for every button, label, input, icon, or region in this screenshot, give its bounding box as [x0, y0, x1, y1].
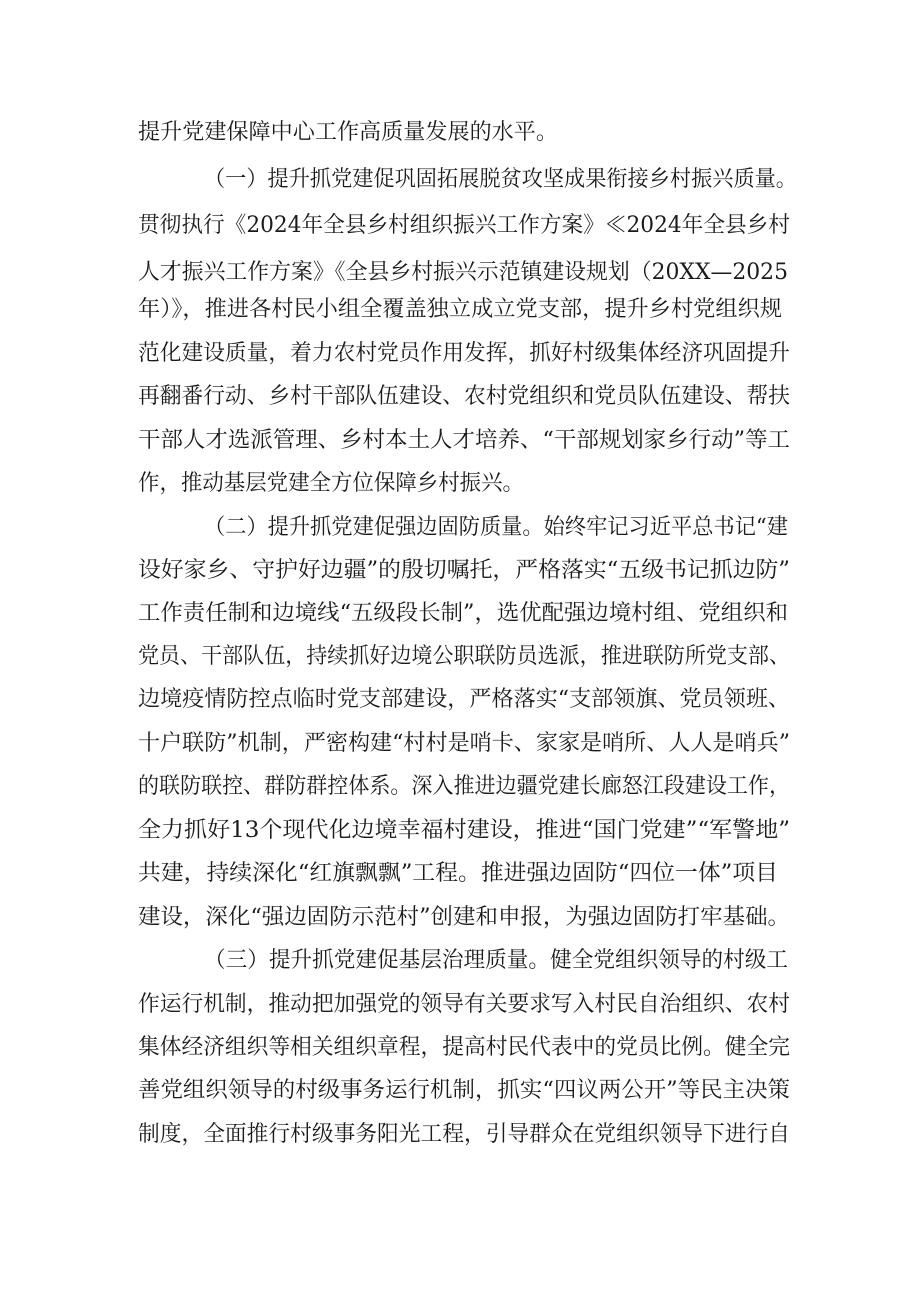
line-text: 的联防联控、群防群控体系。深入推进边疆党建长廊怒江段建设工作， — [138, 774, 790, 799]
section-heading-2: （二）提升抓党建促强边固防质量。始终牢记习近平总书记“建 — [204, 515, 788, 540]
heading-line — [0, 942, 920, 980]
heading-line — [0, 509, 920, 547]
text-line — [0, 768, 920, 806]
text-line — [0, 1116, 920, 1154]
text-line — [0, 254, 920, 292]
line-text: 建设，深化“强边固防示范村”创建和申报，为强边固防打牢基础。 — [138, 905, 790, 930]
line-text: 作运行机制，推动把加强党的领导有关要求写入村民自治组织、农村 — [138, 992, 790, 1017]
text-line — [0, 465, 920, 503]
line-text: 提升党建保障中心工作高质量发展的水平。 — [138, 120, 558, 145]
line-text: 制度，全面推行村级事务阳光工程，引导群众在党组织领导下进行自 — [138, 1122, 790, 1147]
section-heading-1: （一）提升抓党建促巩固拓展脱贫攻坚成果衔接乡村振兴质量。 — [204, 167, 797, 192]
text-line — [0, 812, 920, 850]
text-line — [0, 291, 920, 329]
text-line — [0, 899, 920, 937]
line-text: 作，推动基层党建全方位保障乡村振兴。 — [138, 471, 524, 496]
text-line — [0, 595, 920, 633]
text-line — [0, 114, 920, 152]
line-text: 共建，持续深化“红旗飘飘”工程。推进强边固防“四位一体”项目 — [138, 861, 778, 886]
text-line — [0, 725, 920, 763]
line-text: 设好家乡、守护好边疆”的殷切嘱托，严格落实“五级书记抓边防” — [138, 558, 790, 583]
text-line — [0, 378, 920, 416]
text-line — [0, 422, 920, 460]
text-line — [0, 681, 920, 719]
line-text: 再翻番行动、乡村干部队伍建设、农村党组织和党员队伍建设、帮扶 — [138, 384, 790, 409]
text-line — [0, 207, 920, 245]
line-text: 贯彻执行《2024年全县乡村组织振兴工作方案》≪2024年全县乡村 — [138, 213, 790, 238]
text-line — [0, 335, 920, 373]
line-text: 善党组织领导的村级事务运行机制，抓实“四议两公开”等民主决策 — [138, 1078, 790, 1103]
line-text: 集体经济组织等相关组织章程，提高村民代表中的党员比例。健全完 — [138, 1035, 790, 1060]
text-line — [0, 1029, 920, 1067]
line-text: 工作责任制和边境线“五级段长制”，选优配强边境村组、党组织和 — [138, 601, 788, 626]
heading-line — [0, 161, 920, 199]
line-text: 全力抓好13个现代化边境幸福村建设，推进“国门党建”“军警地” — [138, 818, 790, 843]
line-text: 边境疫情防控点临时党支部建设，严格落实“支部领旗、党员领班、 — [138, 687, 790, 712]
text-line — [0, 638, 920, 676]
line-text: 干部人才选派管理、乡村本土人才培养、“干部规划家乡行动”等工 — [138, 428, 790, 453]
line-text: 十户联防”机制，严密构建“村村是哨卡、家家是哨所、人人是哨兵” — [138, 731, 790, 756]
text-line — [0, 1072, 920, 1110]
line-text: 人才振兴工作方案》《全县乡村振兴示范镇建设规划（20XX—2025 — [138, 260, 788, 285]
line-text: 范化建设质量，着力农村党员作用发挥，抓好村级集体经济巩固提升 — [138, 341, 790, 366]
line-text: 年）》，推进各村民小组全覆盖独立成立党支部，提升乡村党组织规 — [138, 297, 782, 322]
text-line — [0, 986, 920, 1024]
line-text: 党员、干部队伍，持续抓好边境公职联防员选派，推进联防所党支部、 — [138, 644, 790, 669]
section-heading-3: （三）提升抓党建促基层治理质量。健全党组织领导的村级工 — [204, 948, 788, 973]
text-line — [0, 855, 920, 893]
text-line — [0, 552, 920, 590]
